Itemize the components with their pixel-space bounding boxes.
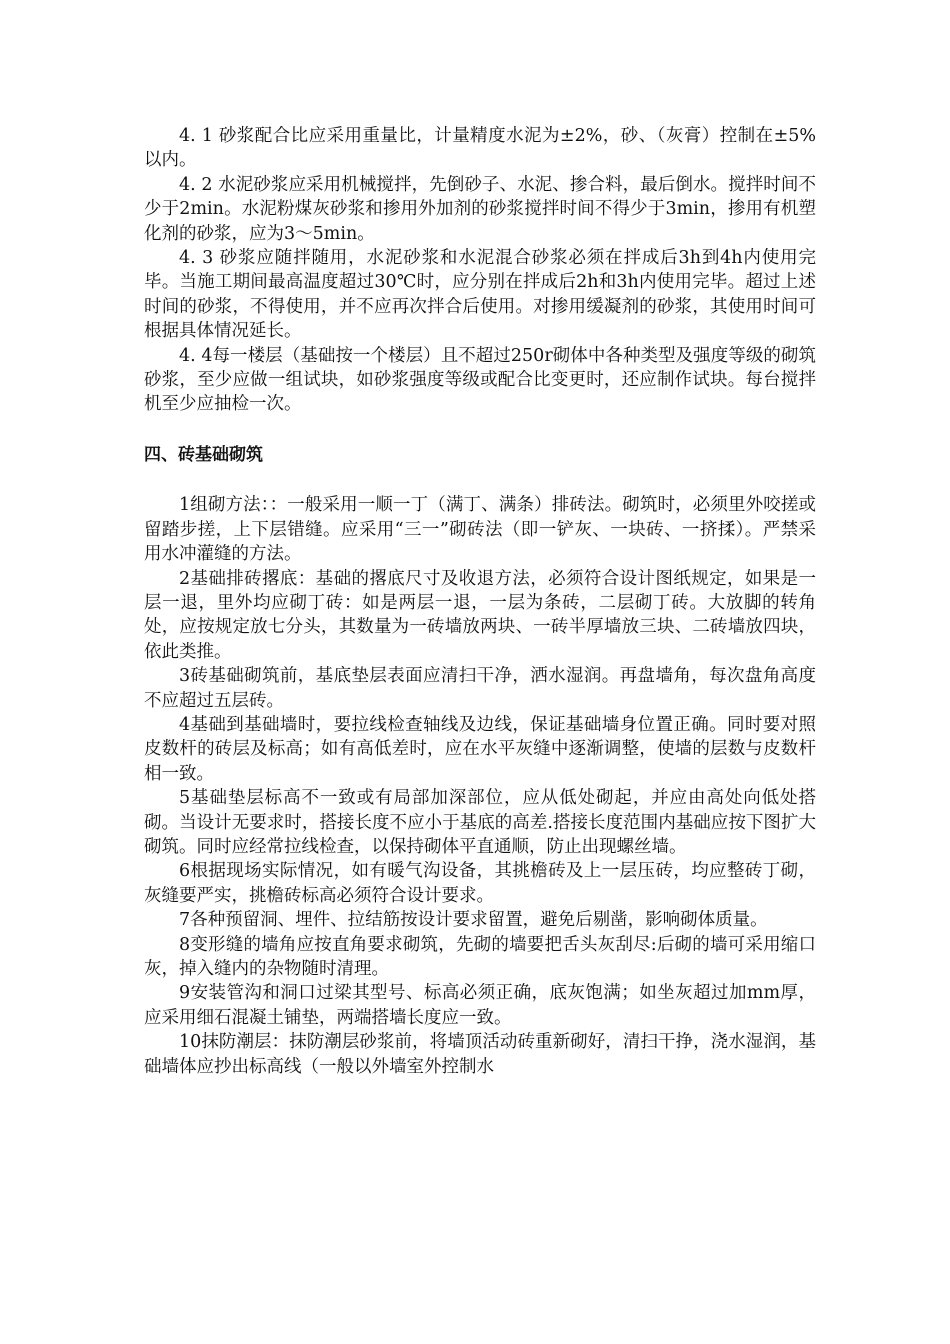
paragraph-4-4: 4. 4每一楼层（基础按一个楼层）且不超过250r砌体中各种类型及强度等级的砌筑砂浆，至少应做一组试块，如砂浆强度等级或配合比变更时，还应制作试块。每台搅拌机至少应抽检一次。 bbox=[144, 345, 816, 415]
item-4: 4基础到基础墙时，要拉线检查轴线及边线，保证基础墙身位置正确。同时要对照皮数杆的砖层及标高；如有高低差时，应在水平灰缝中逐渐调整，使墙的层数与皮数杆相一致。 bbox=[144, 714, 816, 784]
item-1: 1组砌方法：：一般采用一顺一丁（满丁、满条）排砖法。砌筑时，必须里外咬搓或留踏步搓，上下层错缝。应采用“三一”砌砖法（即一铲灰、一块砖、一挤揉）。严禁采用水冲灌缝的方法。 bbox=[144, 495, 816, 565]
item-2: 2基础排砖撂底：基础的撂底尺寸及收退方法，必须符合设计图纸规定，如果是一层一退，里外均应砌丁砖：如是两层一退，一层为条砖，二层砌丁砖。大放脚的转角处，应按规定放七分头，其数量为一砖墙放两块、一砖半厚墙放三块、二砖墙放四块，依此类推。 bbox=[144, 568, 816, 662]
section-heading: 四、砖基础砌筑 bbox=[144, 444, 263, 465]
item-8: 8变形缝的墙角应按直角要求砌筑，先砌的墙要把舌头灰刮尽:后砌的墙可采用缩口灰，掉入缝内的杂物随时清理。 bbox=[144, 934, 816, 979]
paragraph-4-3: 4. 3 砂浆应随拌随用，水泥砂浆和水泥混合砂浆必须在拌成后3h到4h内使用完毕。当施工期间最高温度超过30℃时，应分别在拌成后2h和3h内使用完毕。超过上述时间的砂浆，不得使用，并不应再次拌合后使用。对掺用缓凝剂的砂浆，其使用时间可根据具体情况延长。 bbox=[144, 248, 816, 342]
item-6: 6根据现场实际情况，如有暖气沟设备，其挑檐砖及上一层压砖，均应整砖丁砌，灰缝要严实，挑檐砖标高必须符合设计要求。 bbox=[144, 861, 816, 906]
document-body bbox=[144, 124, 816, 1079]
item-7: 7各种预留洞、埋件、拉结筋按设计要求留置，避免后剔凿，影响砌体质量。 bbox=[179, 910, 768, 931]
paragraph-4-2: 4. 2 水泥砂浆应采用机械搅拌，先倒砂子、水泥、掺合料，最后倒水。搅拌时间不少于2min。水泥粉煤灰砂浆和掺用外加剂的砂浆搅拌时间不得少于3min，掺用有机塑化剂的砂浆，应为3～5min。 bbox=[144, 174, 816, 244]
paragraph-4-1: 4. 1 砂浆配合比应采用重量比，计量精度水泥为±2%，砂、（灰膏）控制在±5%以内。 bbox=[144, 126, 816, 171]
item-3: 3砖基础砌筑前，基底垫层表面应清扫干净，洒水湿润。再盘墙角，每次盘角高度不应超过五层砖。 bbox=[144, 666, 816, 711]
item-10: 10抹防潮层：抹防潮层砂浆前，将墙顶活动砖重新砌好，清扫干挣，浇水湿润，基础墙体应抄出标高线（一般以外墙室外控制水 bbox=[144, 1032, 816, 1077]
item-5: 5基础垫层标高不一致或有局部加深部位，应从低处砌起，并应由高处向低处搭砌。当设计无要求时，搭接长度不应小于基底的高差.搭接长度范围内基础应按下图扩大砌筑。同时应经常拉线检查，以保持砌体平直通顺，防止出现螺丝墙。 bbox=[144, 788, 816, 857]
item-9: 9安装管沟和洞口过梁其型号、标高必须正确，底灰饱满；如坐灰超过加mm厚，应采用细石混凝土铺垫，两端搭墙长度应一致。 bbox=[144, 983, 816, 1028]
